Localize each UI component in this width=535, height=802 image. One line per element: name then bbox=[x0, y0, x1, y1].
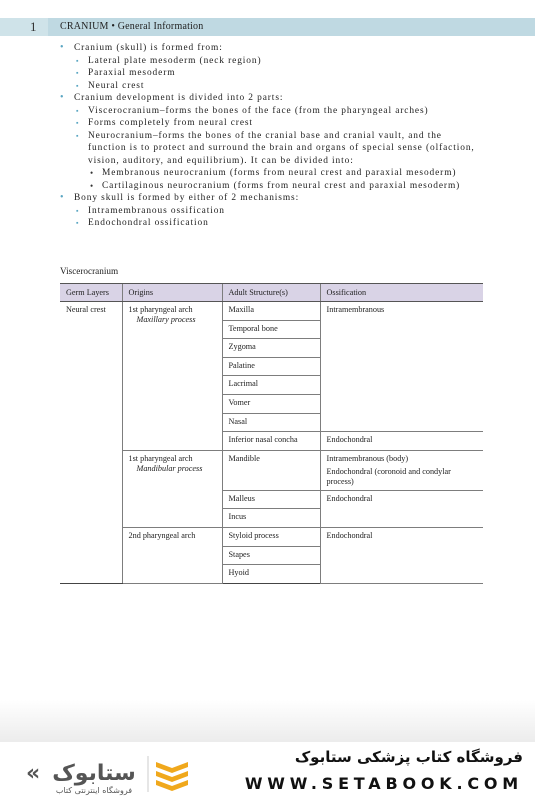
ossification-cell bbox=[320, 450, 483, 490]
structure-cell: Hyoid bbox=[222, 565, 320, 584]
column-header: Germ Layers bbox=[60, 284, 122, 302]
bullet-item bbox=[60, 192, 480, 230]
column-header: Ossification bbox=[320, 284, 483, 302]
column-header: Adult Structure(s) bbox=[222, 284, 320, 302]
ossification-cell: Endochondral bbox=[320, 490, 483, 527]
svg-text:«: « bbox=[26, 761, 41, 786]
ossification-line: Endochondral (coronoid and condylar process) bbox=[326, 466, 451, 486]
sub-bullet-item bbox=[74, 80, 480, 93]
bullet-list bbox=[60, 42, 480, 230]
origin-cell bbox=[122, 302, 222, 451]
sub-bullet-text: Endochondral ossification bbox=[88, 218, 209, 228]
viscerocranium-table bbox=[60, 283, 483, 584]
sub-bullet-text: Forms completely from neural crest bbox=[88, 118, 253, 128]
table-row bbox=[60, 450, 483, 490]
origin-cell bbox=[122, 450, 222, 527]
sub-sub-bullet-text: Membranous neurocranium (forms from neural crest and paraxial mesoderm) bbox=[102, 168, 457, 178]
bullet-text: Cranium development is divided into 2 parts: bbox=[74, 93, 284, 103]
sub-sub-bullet-item bbox=[88, 167, 480, 180]
sub-bullet-text: Viscerocranium–forms the bones of the face (from the pharyngeal arches) bbox=[88, 105, 429, 116]
logo-subtext: فروشگاه اینترنتی کتاب bbox=[55, 786, 133, 795]
chapter-title: CRANIUM • General Information bbox=[60, 21, 204, 32]
structure-cell: Incus bbox=[222, 509, 320, 528]
structure-cell: Lacrimal bbox=[222, 376, 320, 395]
germ-layer-cell: Neural crest bbox=[60, 302, 122, 584]
sub-bullet-text: Lateral plate mesoderm (neck region) bbox=[88, 55, 262, 66]
structure-cell: Temporal bone bbox=[222, 320, 320, 339]
table-caption: Viscerocranium bbox=[60, 266, 119, 276]
setabook-logo[interactable] bbox=[24, 752, 194, 796]
origin-process: Mandibular process bbox=[136, 463, 203, 473]
store-name: فروشگاه کتاب پزشکی ستابوک bbox=[294, 748, 523, 766]
column-header: Origins bbox=[122, 284, 222, 302]
origin-process: Maxillary process bbox=[136, 315, 196, 324]
structure-cell: Malleus bbox=[222, 490, 320, 509]
page-number-box bbox=[0, 18, 48, 36]
store-url[interactable]: WWW.SETABOOK.COM bbox=[244, 774, 523, 793]
page-number: 1 bbox=[30, 19, 37, 34]
structure-cell: Mandible bbox=[222, 450, 320, 490]
bullet-text: Bony skull is formed by either of 2 mechanisms: bbox=[74, 193, 300, 203]
footer-fade bbox=[0, 700, 535, 742]
sub-bullet-text: Intramembranous ossification bbox=[88, 205, 225, 216]
structure-cell: Zygoma bbox=[222, 339, 320, 358]
logo-wordmark: ستابوک bbox=[52, 761, 136, 786]
book-stack-icon bbox=[156, 762, 188, 791]
structure-cell: Stapes bbox=[222, 546, 320, 565]
bullet-item bbox=[60, 42, 480, 92]
sub-bullet-item bbox=[74, 105, 480, 118]
store-footer bbox=[0, 742, 535, 802]
bullet-text: Cranium (skull) is formed from: bbox=[74, 43, 223, 53]
sub-bullet-item bbox=[74, 205, 480, 218]
sub-sub-bullet-item bbox=[88, 180, 480, 193]
origin-cell bbox=[122, 527, 222, 583]
sub-bullet-item bbox=[74, 55, 480, 68]
ossification-cell: Intramembranous bbox=[320, 302, 483, 432]
table-row bbox=[60, 527, 483, 546]
sub-bullet-text: Neurocranium–forms the bones of the cranial base and cranial vault, and the function is to protect and surround the brain and organs of special sense (olfaction, vision, auditory, and equilibrium). It can be divided into: bbox=[88, 130, 475, 166]
table-row bbox=[60, 302, 483, 321]
structure-cell: Vomer bbox=[222, 394, 320, 413]
ossification-cell: Endochondral bbox=[320, 527, 483, 583]
structure-cell: Palatine bbox=[222, 357, 320, 376]
table-header-row bbox=[60, 284, 483, 302]
sub-bullet-item bbox=[74, 217, 480, 230]
structure-cell: Styloid process bbox=[222, 527, 320, 546]
sub-bullet-text: Neural crest bbox=[88, 80, 145, 91]
sub-bullet-item bbox=[74, 67, 480, 80]
sub-sub-bullet-text: Cartilaginous neurocranium (forms from neural crest and paraxial mesoderm) bbox=[102, 180, 461, 191]
sub-bullet-item bbox=[74, 117, 480, 130]
structure-cell: Inferior nasal concha bbox=[222, 432, 320, 451]
sub-bullet-item bbox=[74, 130, 480, 193]
structure-cell: Nasal bbox=[222, 413, 320, 432]
page-header bbox=[0, 18, 535, 36]
ossification-line: Intramembranous (body) bbox=[326, 453, 409, 463]
origin-arch: 1st pharyngeal arch bbox=[128, 453, 193, 463]
origin-arch: 2nd pharyngeal arch bbox=[128, 530, 196, 540]
bullet-item bbox=[60, 92, 480, 192]
structure-cell: Maxilla bbox=[222, 302, 320, 321]
ossification-cell: Endochondral bbox=[320, 432, 483, 451]
sub-bullet-text: Paraxial mesoderm bbox=[88, 68, 176, 78]
origin-arch: 1st pharyngeal arch bbox=[128, 305, 193, 314]
